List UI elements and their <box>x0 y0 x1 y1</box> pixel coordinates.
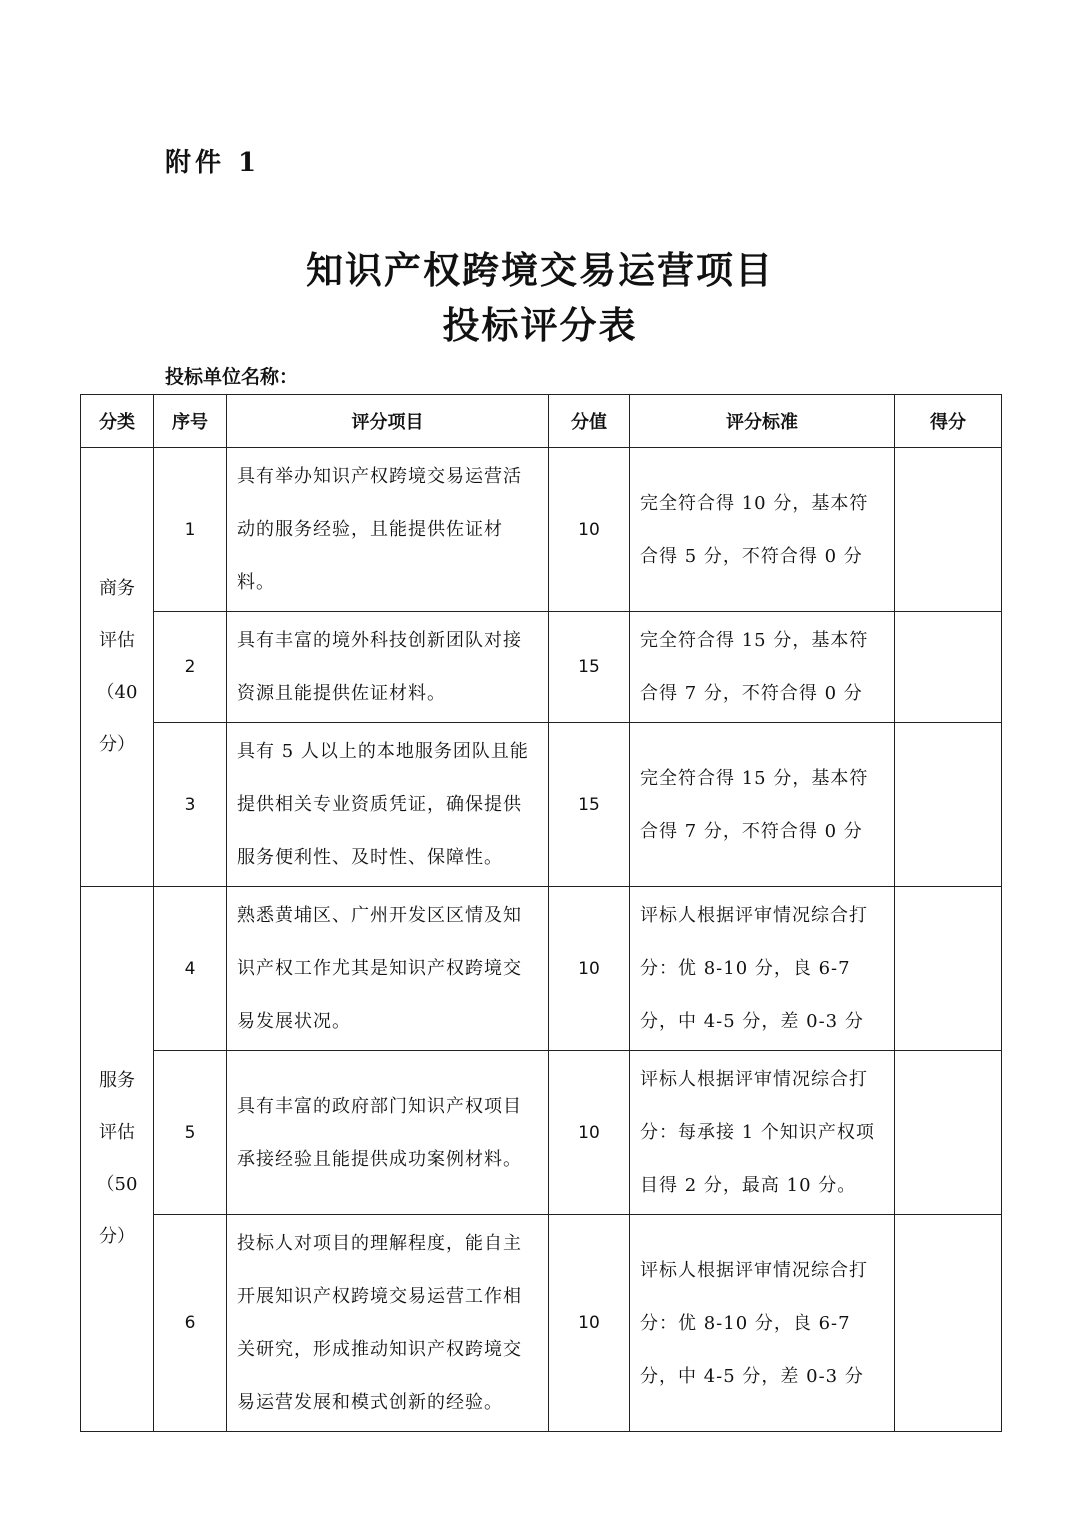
max-score: 10 <box>549 448 630 612</box>
max-score: 10 <box>549 887 630 1051</box>
document-title: 知识产权跨境交易运营项目 <box>306 248 774 292</box>
bidder-name-label: 投标单位名称： <box>165 366 299 388</box>
table-row <box>81 887 1002 1051</box>
score-input-cell[interactable] <box>895 1215 1002 1432</box>
category-line: 评估 <box>99 1122 135 1143</box>
category-line: （50 <box>96 1174 138 1195</box>
scoring-item: 具有丰富的境外科技创新团队对接资源且能提供佐证材料。 <box>227 612 549 723</box>
header-standard: 评分标准 <box>630 395 895 448</box>
table-row <box>81 723 1002 887</box>
category-line: 分） <box>99 734 135 755</box>
max-score: 10 <box>549 1215 630 1432</box>
category-line: 商务 <box>99 578 135 599</box>
category-line: 评估 <box>99 630 135 651</box>
scoring-standard: 完全符合得 10 分，基本符合得 5 分，不符合得 0 分 <box>630 448 895 612</box>
category-cell <box>81 887 154 1432</box>
scoring-item: 具有举办知识产权跨境交易运营活动的服务经验，且能提供佐证材料。 <box>227 448 549 612</box>
max-score: 15 <box>549 723 630 887</box>
scoring-standard: 评标人根据评审情况综合打分：优 8-10 分，良 6-7 分，中 4-5 分，差 0-3 分 <box>630 1215 895 1432</box>
score-input-cell[interactable] <box>895 612 1002 723</box>
scoring-standard: 完全符合得 15 分，基本符合得 7 分，不符合得 0 分 <box>630 723 895 887</box>
category-cell <box>81 448 154 887</box>
table-row <box>81 1215 1002 1432</box>
category-line: 分） <box>99 1226 135 1247</box>
row-number: 4 <box>154 887 227 1051</box>
table-header-row <box>81 395 1002 448</box>
max-score: 15 <box>549 612 630 723</box>
scoring-item: 投标人对项目的理解程度，能自主开展知识产权跨境交易运营工作相关研究，形成推动知识产权跨境交易运营发展和模式创新的经验。 <box>227 1215 549 1432</box>
document-subtitle: 投标评分表 <box>442 303 638 347</box>
scoring-item: 具有 5 人以上的本地服务团队且能提供相关专业资质凭证，确保提供服务便利性、及时性、保障性。 <box>227 723 549 887</box>
score-input-cell[interactable] <box>895 887 1002 1051</box>
scoring-table <box>80 394 1002 1432</box>
header-category: 分类 <box>81 395 154 448</box>
score-input-cell[interactable] <box>895 723 1002 887</box>
table-row <box>81 1051 1002 1215</box>
category-line: 服务 <box>99 1070 135 1091</box>
header-score: 得分 <box>895 395 1002 448</box>
table-row <box>81 448 1002 612</box>
table-row <box>81 612 1002 723</box>
scoring-standard: 评标人根据评审情况综合打分：优 8-10 分，良 6-7 分，中 4-5 分，差 0-3 分 <box>630 887 895 1051</box>
category-line: （40 <box>96 682 138 703</box>
header-max-score: 分值 <box>549 395 630 448</box>
score-input-cell[interactable] <box>895 448 1002 612</box>
header-item: 评分项目 <box>227 395 549 448</box>
scoring-item: 熟悉黄埔区、广州开发区区情及知识产权工作尤其是知识产权跨境交易发展状况。 <box>227 887 549 1051</box>
row-number: 3 <box>154 723 227 887</box>
row-number: 6 <box>154 1215 227 1432</box>
attachment-label: 附件 1 <box>165 148 261 178</box>
max-score: 10 <box>549 1051 630 1215</box>
header-number: 序号 <box>154 395 227 448</box>
score-input-cell[interactable] <box>895 1051 1002 1215</box>
scoring-standard: 完全符合得 15 分，基本符合得 7 分，不符合得 0 分 <box>630 612 895 723</box>
scoring-standard: 评标人根据评审情况综合打分：每承接 1 个知识产权项目得 2 分，最高 10 分。 <box>630 1051 895 1215</box>
scoring-item: 具有丰富的政府部门知识产权项目承接经验且能提供成功案例材料。 <box>227 1051 549 1215</box>
row-number: 5 <box>154 1051 227 1215</box>
row-number: 2 <box>154 612 227 723</box>
row-number: 1 <box>154 448 227 612</box>
